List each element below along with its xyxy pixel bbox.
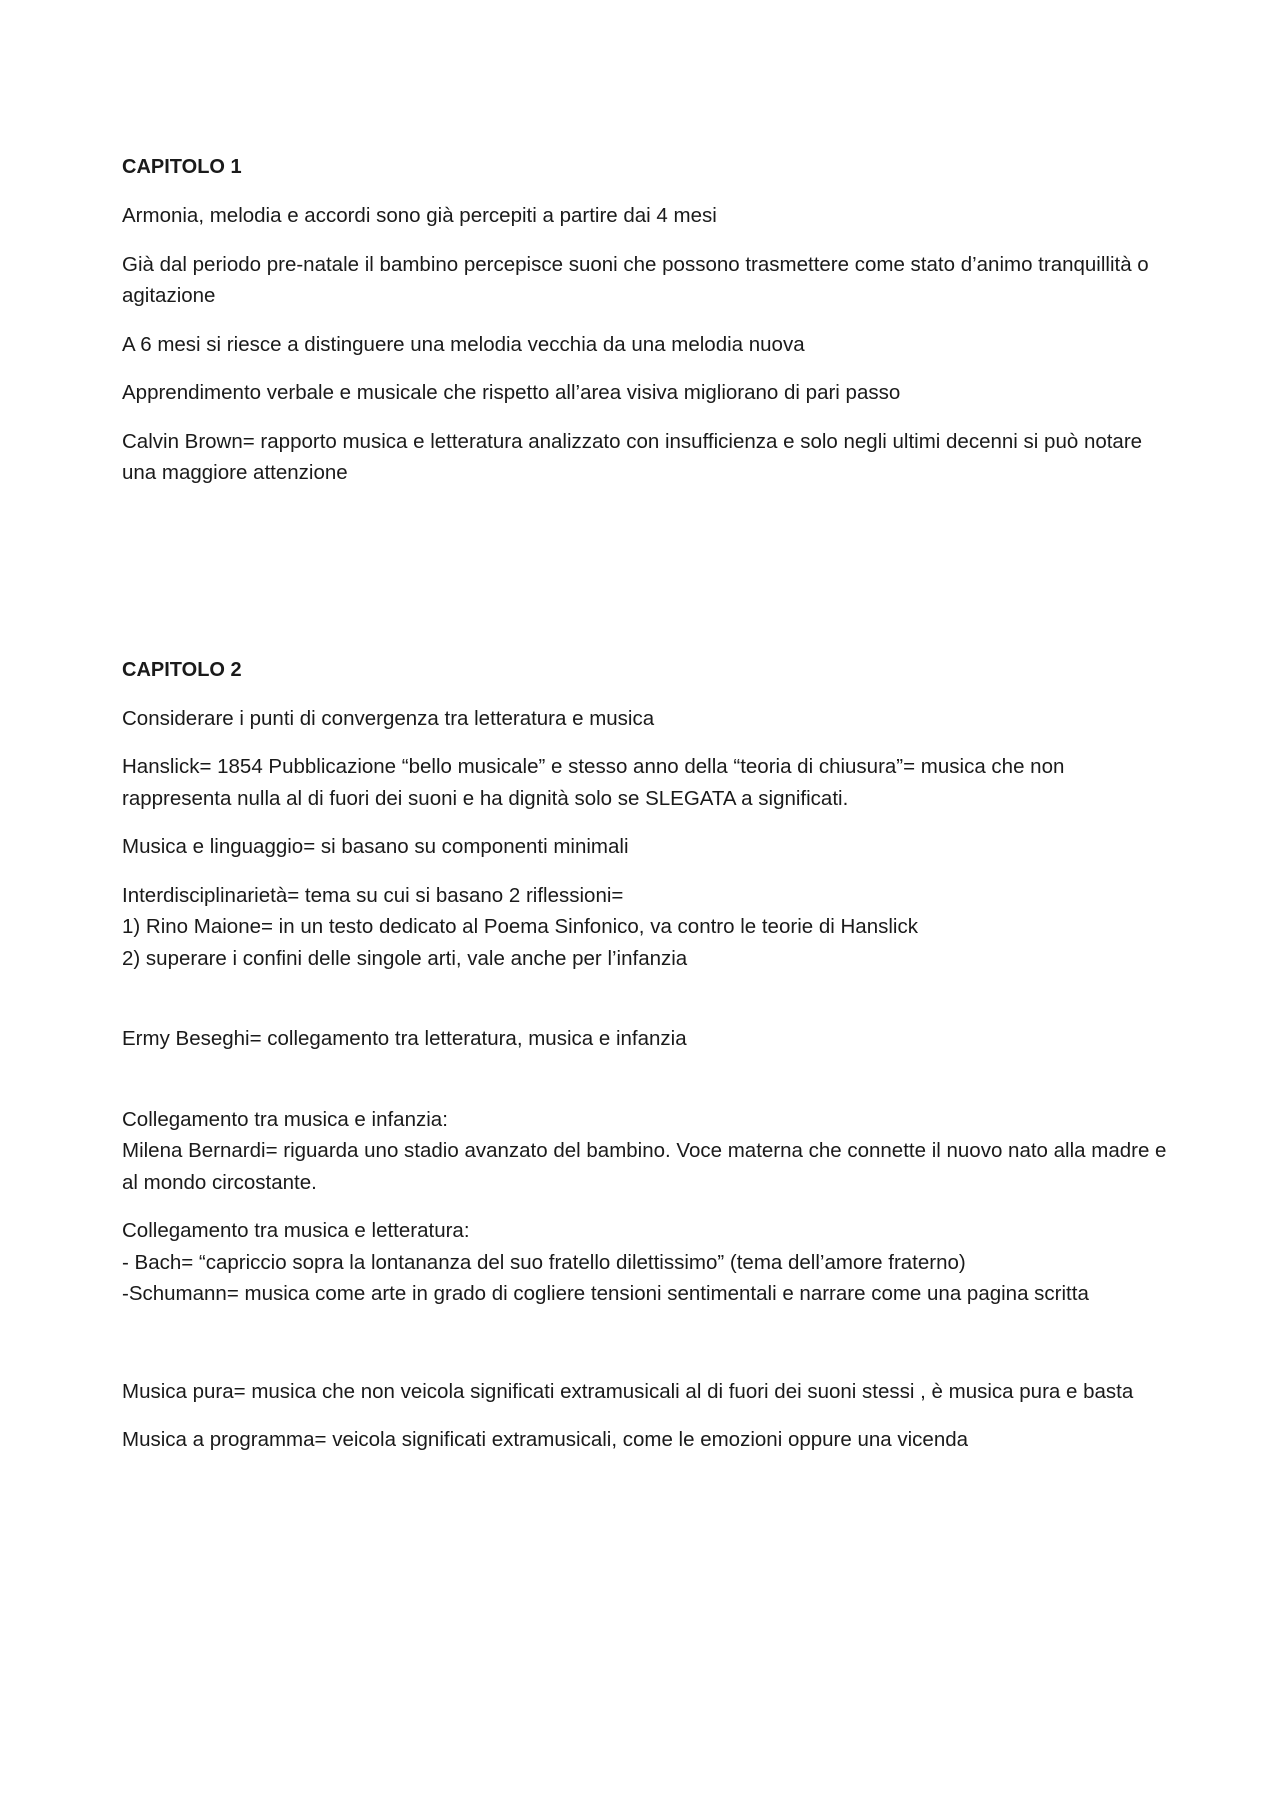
chapter-1-paragraph: Armonia, melodia e accordi sono già percepiti a partire dai 4 mesi [122,204,717,227]
interdisciplinarity-block [122,880,1167,975]
music-childhood-text: Milena Bernardi= riguarda uno stadio avanzato del bambino. Voce materna che connette il nuovo nato alla madre e al mondo circostante. [122,1139,1167,1194]
chapter-1-paragraph: Calvin Brown= rapporto musica e letteratura analizzato con insufficienza e solo negli ultimi decenni si può notare una maggiore attenzione [122,429,1143,484]
chapter-1-paragraph: A 6 mesi si riesce a distinguere una melodia vecchia da una melodia nuova [122,332,805,356]
blank-space [122,506,1167,655]
music-literature-block [122,1215,1167,1310]
blank-space [122,1327,1167,1376]
chapter-2-paragraph: Considerare i punti di convergenza tra letteratura e musica [122,706,655,730]
blank-space [122,991,1167,1023]
chapter-2-paragraph: Musica a programma= veicola significati extramusicali, come le emozioni oppure una vicenda [122,1428,969,1451]
list-item: - Bach= “capriccio sopra la lontananza del suo fratello dilettissimo” (tema dell’amore fraterno) [122,1250,966,1274]
interdisciplinarity-intro: Interdisciplinarietà= tema su cui si basano 2 riflessioni= [122,883,624,907]
list-item: 2) superare i confini delle singole arti, vale anche per l’infanzia [122,946,688,970]
chapter-1-paragraph: Apprendimento verbale e musicale che rispetto all’area visiva migliorano di pari passo [122,381,901,404]
chapter-1-paragraph: Già dal periodo pre-natale il bambino percepisce suoni che possono trasmettere come stato d’animo tranquillità o agitazione [122,252,1149,307]
music-literature-title: Collegamento tra musica e letteratura: [122,1219,470,1242]
document-body [122,152,1167,1473]
chapter-2-paragraph: Musica pura= musica che non veicola significati extramusicali al di fuori dei suoni stessi , è musica pura e basta [122,1379,1134,1403]
chapter-2-paragraph: Musica e linguaggio= si basano su componenti minimali [122,835,629,858]
music-childhood-title: Collegamento tra musica e infanzia: [122,1107,448,1131]
chapter-2-paragraph: Hanslick= 1854 Pubblicazione “bello musicale” e stesso anno della “teoria di chiusura”= musica che non rappresenta nulla al di fuori dei suoni e ha dignità solo se SLEGATA a significati. [122,755,1065,810]
chapter-2-paragraph: Ermy Beseghi= collegamento tra letteratura, musica e infanzia [122,1027,687,1050]
list-item: -Schumann= musica come arte in grado di cogliere tensioni sentimentali e narrare come una pagina scritta [122,1282,1089,1305]
blank-space [122,1072,1167,1104]
list-item: 1) Rino Maione= in un testo dedicato al Poema Sinfonico, va contro le teorie di Hanslick [122,915,918,938]
chapter-2-heading: CAPITOLO 2 [122,658,242,681]
music-childhood-block [122,1104,1167,1199]
chapter-1-heading: CAPITOLO 1 [122,156,242,178]
